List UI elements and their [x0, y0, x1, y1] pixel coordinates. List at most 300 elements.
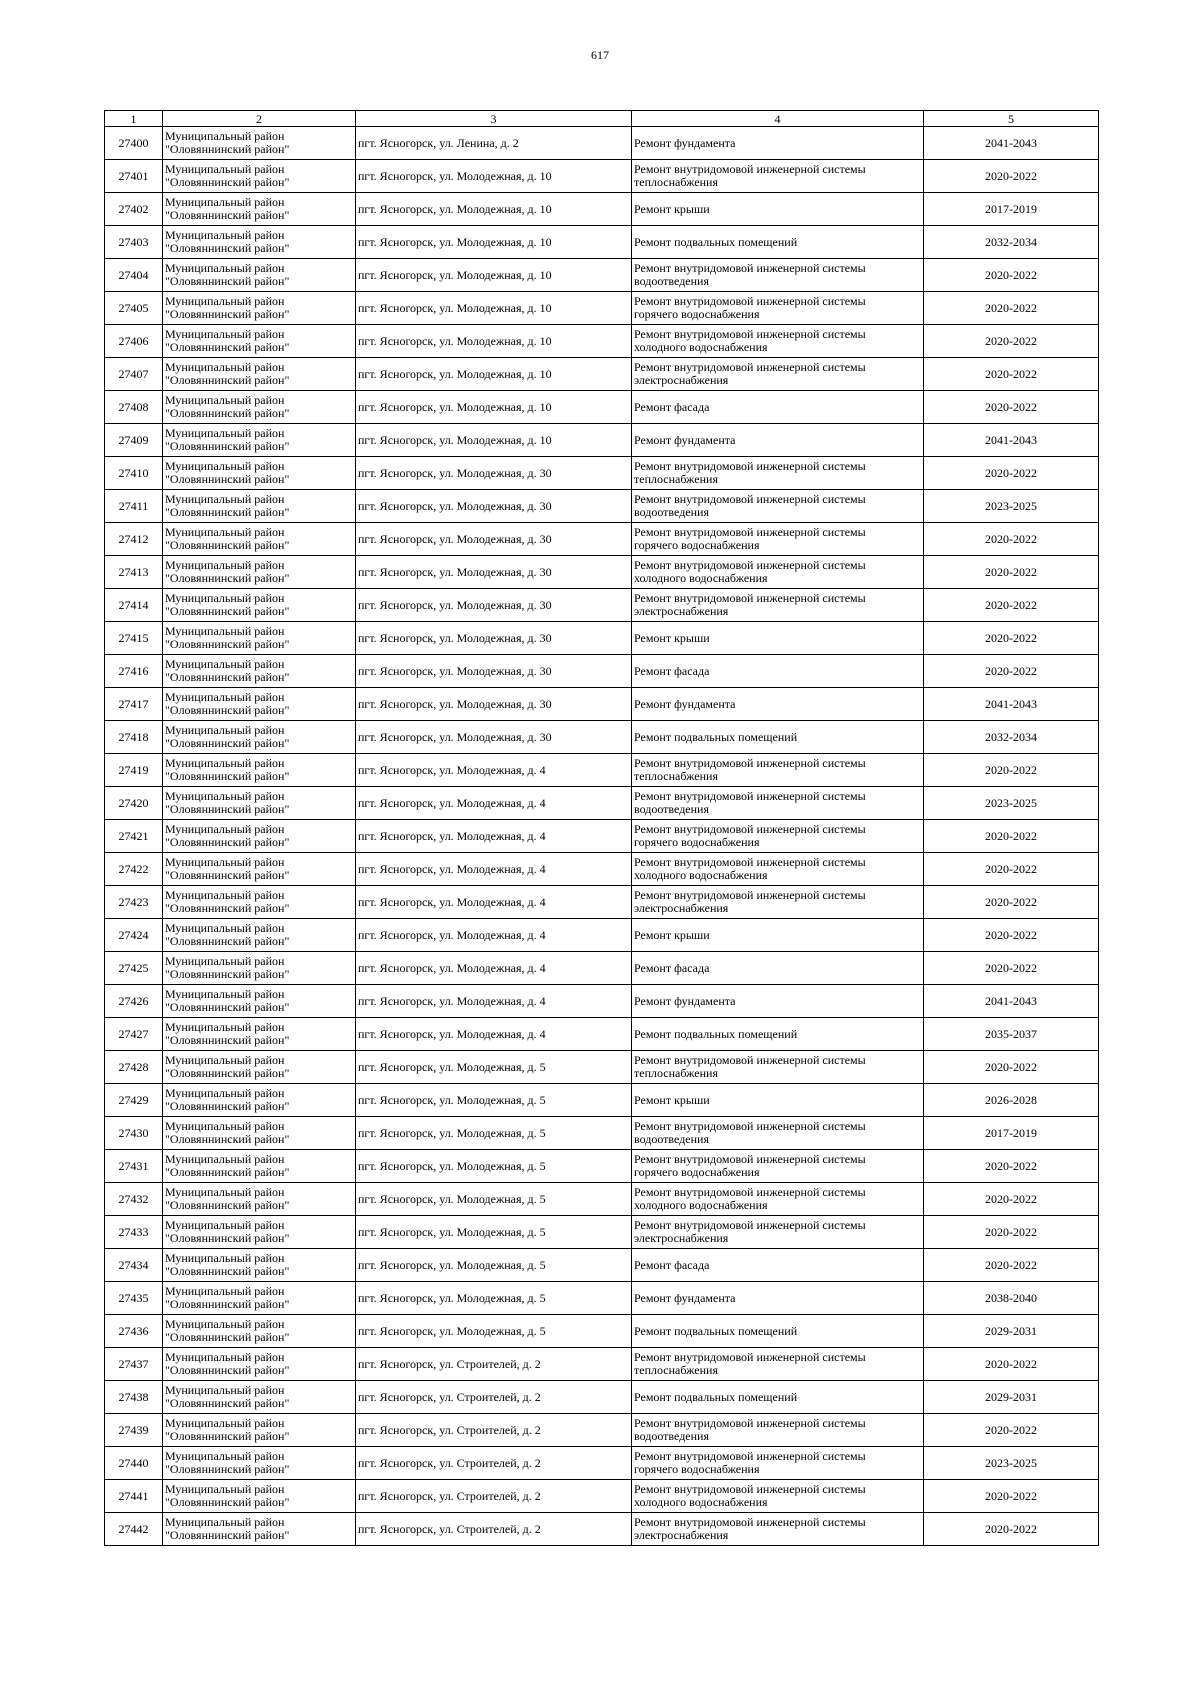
work-type-line: холодного водоснабжения — [634, 1495, 768, 1509]
address-cell: пгт. Ясногорск, ул. Молодежная, д. 10 — [356, 424, 632, 457]
row-number: 27401 — [105, 160, 163, 193]
work-type-line: электроснабжения — [634, 1231, 729, 1245]
table-row — [105, 1315, 1099, 1348]
address-cell: пгт. Ясногорск, ул. Молодежная, д. 30 — [356, 589, 632, 622]
work-type-cell — [632, 1480, 924, 1513]
municipality-line: Муниципальный район — [165, 1020, 285, 1034]
work-type-cell — [632, 952, 924, 985]
work-type-line: водоотведения — [634, 1132, 709, 1146]
municipality-cell — [163, 292, 356, 325]
municipality-cell — [163, 853, 356, 886]
work-type-line: Ремонт внутридомовой инженерной системы — [634, 162, 866, 176]
row-number: 27420 — [105, 787, 163, 820]
municipality-cell — [163, 1381, 356, 1414]
table-row — [105, 1018, 1099, 1051]
municipality-cell — [163, 1315, 356, 1348]
work-type-cell — [632, 1150, 924, 1183]
work-type-cell — [632, 1183, 924, 1216]
work-type-line: Ремонт внутридомовой инженерной системы — [634, 1416, 866, 1430]
column-header-5: 5 — [924, 111, 1099, 127]
period-cell: 2020-2022 — [924, 259, 1099, 292]
row-number: 27428 — [105, 1051, 163, 1084]
work-type-line: теплоснабжения — [634, 1066, 718, 1080]
municipality-cell — [163, 1513, 356, 1546]
municipality-cell — [163, 1117, 356, 1150]
row-number: 27417 — [105, 688, 163, 721]
municipality-cell — [163, 655, 356, 688]
municipality-line: Муниципальный район — [165, 1350, 285, 1364]
municipality-cell — [163, 589, 356, 622]
municipality-line: Муниципальный район — [165, 195, 285, 209]
work-type-line: Ремонт внутридомовой инженерной системы — [634, 294, 866, 308]
work-type-line: горячего водоснабжения — [634, 1462, 760, 1476]
period-cell: 2020-2022 — [924, 820, 1099, 853]
work-type-line: теплоснабжения — [634, 769, 718, 783]
row-number: 27429 — [105, 1084, 163, 1117]
work-type-cell — [632, 490, 924, 523]
work-type-cell — [632, 688, 924, 721]
period-cell: 2041-2043 — [924, 424, 1099, 457]
work-type-cell — [632, 1018, 924, 1051]
work-type-line: горячего водоснабжения — [634, 307, 760, 321]
work-type-cell — [632, 886, 924, 919]
address-cell: пгт. Ясногорск, ул. Молодежная, д. 5 — [356, 1150, 632, 1183]
work-type-cell — [632, 292, 924, 325]
municipality-line: "Оловяннинский район" — [165, 241, 290, 255]
municipality-cell — [163, 886, 356, 919]
municipality-line: "Оловяннинский район" — [165, 307, 290, 321]
municipality-line: Муниципальный район — [165, 327, 285, 341]
row-number: 27440 — [105, 1447, 163, 1480]
work-type-cell — [632, 391, 924, 424]
work-type-cell — [632, 1117, 924, 1150]
municipality-line: Муниципальный район — [165, 1152, 285, 1166]
period-cell: 2041-2043 — [924, 985, 1099, 1018]
period-cell: 2023-2025 — [924, 1447, 1099, 1480]
municipality-cell — [163, 1414, 356, 1447]
work-type-line: Ремонт фасада — [634, 960, 710, 975]
period-cell: 2020-2022 — [924, 655, 1099, 688]
municipality-cell — [163, 1183, 356, 1216]
row-number: 27414 — [105, 589, 163, 622]
address-cell: пгт. Ясногорск, ул. Строителей, д. 2 — [356, 1381, 632, 1414]
period-cell: 2020-2022 — [924, 1150, 1099, 1183]
work-type-cell — [632, 1249, 924, 1282]
work-type-line: водоотведения — [634, 1429, 709, 1443]
work-type-line: теплоснабжения — [634, 1363, 718, 1377]
address-cell: пгт. Ясногорск, ул. Строителей, д. 2 — [356, 1447, 632, 1480]
table-row — [105, 1480, 1099, 1513]
table-row — [105, 523, 1099, 556]
table-body — [105, 127, 1099, 1546]
municipality-cell — [163, 985, 356, 1018]
address-cell: пгт. Ясногорск, ул. Молодежная, д. 30 — [356, 655, 632, 688]
period-cell: 2020-2022 — [924, 1216, 1099, 1249]
work-type-line: Ремонт внутридомовой инженерной системы — [634, 327, 866, 341]
table-row — [105, 424, 1099, 457]
period-cell: 2020-2022 — [924, 358, 1099, 391]
work-type-cell — [632, 1447, 924, 1480]
work-type-line: водоотведения — [634, 505, 709, 519]
work-type-line: Ремонт внутридомовой инженерной системы — [634, 360, 866, 374]
work-type-line: Ремонт внутридомовой инженерной системы — [634, 525, 866, 539]
municipality-line: Муниципальный район — [165, 129, 285, 143]
municipality-line: Муниципальный район — [165, 822, 285, 836]
table-row — [105, 1447, 1099, 1480]
municipality-line: "Оловяннинский район" — [165, 604, 290, 618]
address-cell: пгт. Ясногорск, ул. Молодежная, д. 10 — [356, 259, 632, 292]
period-cell: 2020-2022 — [924, 754, 1099, 787]
municipality-line: Муниципальный район — [165, 723, 285, 737]
municipality-line: "Оловяннинский район" — [165, 406, 290, 420]
municipality-line: Муниципальный район — [165, 1416, 285, 1430]
work-type-cell — [632, 1381, 924, 1414]
work-type-line: Ремонт внутридомовой инженерной системы — [634, 1185, 866, 1199]
municipality-line: "Оловяннинский район" — [165, 1297, 290, 1311]
table-row — [105, 1414, 1099, 1447]
municipality-line: "Оловяннинский район" — [165, 373, 290, 387]
work-type-cell — [632, 160, 924, 193]
table-row — [105, 952, 1099, 985]
address-cell: пгт. Ясногорск, ул. Молодежная, д. 30 — [356, 721, 632, 754]
table-row — [105, 1150, 1099, 1183]
table-row — [105, 985, 1099, 1018]
address-cell: пгт. Ясногорск, ул. Молодежная, д. 5 — [356, 1117, 632, 1150]
municipality-line: "Оловяннинский район" — [165, 1000, 290, 1014]
municipality-line: "Оловяннинский район" — [165, 1363, 290, 1377]
period-cell: 2020-2022 — [924, 1183, 1099, 1216]
work-type-line: Ремонт внутридомовой инженерной системы — [634, 1449, 866, 1463]
work-type-line: Ремонт подвальных помещений — [634, 1323, 798, 1338]
work-type-line: водоотведения — [634, 274, 709, 288]
work-type-line: Ремонт внутридомовой инженерной системы — [634, 1152, 866, 1166]
address-cell: пгт. Ясногорск, ул. Молодежная, д. 10 — [356, 193, 632, 226]
address-cell: пгт. Ясногорск, ул. Молодежная, д. 4 — [356, 853, 632, 886]
work-type-cell — [632, 556, 924, 589]
period-cell: 2017-2019 — [924, 193, 1099, 226]
work-type-line: холодного водоснабжения — [634, 340, 768, 354]
row-number: 27434 — [105, 1249, 163, 1282]
municipality-cell — [163, 1480, 356, 1513]
work-type-line: Ремонт фасада — [634, 1257, 710, 1272]
municipality-line: "Оловяннинский район" — [165, 505, 290, 519]
address-cell: пгт. Ясногорск, ул. Молодежная, д. 30 — [356, 556, 632, 589]
address-cell: пгт. Ясногорск, ул. Молодежная, д. 10 — [356, 325, 632, 358]
municipality-line: "Оловяннинский район" — [165, 1264, 290, 1278]
work-type-line: Ремонт внутридомовой инженерной системы — [634, 1218, 866, 1232]
address-cell: пгт. Ясногорск, ул. Строителей, д. 2 — [356, 1480, 632, 1513]
work-type-line: Ремонт подвальных помещений — [634, 729, 798, 744]
table-row — [105, 358, 1099, 391]
municipality-cell — [163, 127, 356, 160]
municipality-line: Муниципальный район — [165, 459, 285, 473]
municipality-cell — [163, 820, 356, 853]
period-cell: 2032-2034 — [924, 226, 1099, 259]
municipality-cell — [163, 523, 356, 556]
row-number: 27439 — [105, 1414, 163, 1447]
address-cell: пгт. Ясногорск, ул. Молодежная, д. 5 — [356, 1282, 632, 1315]
period-cell: 2035-2037 — [924, 1018, 1099, 1051]
work-type-line: Ремонт внутридомовой инженерной системы — [634, 261, 866, 275]
row-number: 27422 — [105, 853, 163, 886]
municipality-line: "Оловяннинский район" — [165, 1330, 290, 1344]
row-number: 27418 — [105, 721, 163, 754]
row-number: 27433 — [105, 1216, 163, 1249]
work-type-line: Ремонт крыши — [634, 201, 710, 216]
municipality-cell — [163, 325, 356, 358]
work-type-line: Ремонт внутридомовой инженерной системы — [634, 1482, 866, 1496]
table-row — [105, 490, 1099, 523]
municipality-cell — [163, 1018, 356, 1051]
municipality-cell — [163, 259, 356, 292]
page-number: 617 — [591, 48, 609, 62]
period-cell: 2041-2043 — [924, 688, 1099, 721]
municipality-line: "Оловяннинский район" — [165, 1462, 290, 1476]
municipality-line: "Оловяннинский район" — [165, 340, 290, 354]
row-number: 27442 — [105, 1513, 163, 1546]
work-type-line: Ремонт фундамента — [634, 1290, 736, 1305]
municipality-cell — [163, 1249, 356, 1282]
address-cell: пгт. Ясногорск, ул. Молодежная, д. 10 — [356, 160, 632, 193]
work-type-line: Ремонт внутридомовой инженерной системы — [634, 459, 866, 473]
row-number: 27426 — [105, 985, 163, 1018]
work-type-line: Ремонт внутридомовой инженерной системы — [634, 1350, 866, 1364]
municipality-line: "Оловяннинский район" — [165, 142, 290, 156]
work-type-line: Ремонт подвальных помещений — [634, 234, 798, 249]
municipality-line: "Оловяннинский район" — [165, 1429, 290, 1443]
municipality-cell — [163, 952, 356, 985]
period-cell: 2017-2019 — [924, 1117, 1099, 1150]
work-type-line: электроснабжения — [634, 901, 729, 915]
municipality-cell — [163, 160, 356, 193]
municipality-line: Муниципальный район — [165, 1119, 285, 1133]
work-type-line: Ремонт внутридомовой инженерной системы — [634, 855, 866, 869]
period-cell: 2020-2022 — [924, 1348, 1099, 1381]
period-cell: 2020-2022 — [924, 886, 1099, 919]
municipality-line: "Оловяннинский район" — [165, 736, 290, 750]
table-row — [105, 457, 1099, 490]
municipality-line: Муниципальный район — [165, 624, 285, 638]
row-number: 27441 — [105, 1480, 163, 1513]
work-type-line: Ремонт внутридомовой инженерной системы — [634, 558, 866, 572]
municipality-line: "Оловяннинский район" — [165, 472, 290, 486]
municipality-line: Муниципальный район — [165, 756, 285, 770]
work-type-cell — [632, 1282, 924, 1315]
address-cell: пгт. Ясногорск, ул. Молодежная, д. 4 — [356, 820, 632, 853]
work-type-line: Ремонт фундамента — [634, 696, 736, 711]
work-type-line: Ремонт фасада — [634, 663, 710, 678]
address-cell: пгт. Ясногорск, ул. Молодежная, д. 5 — [356, 1051, 632, 1084]
address-cell: пгт. Ясногорск, ул. Молодежная, д. 4 — [356, 754, 632, 787]
table-row — [105, 853, 1099, 886]
column-header-1: 1 — [105, 111, 163, 127]
municipality-line: "Оловяннинский район" — [165, 1528, 290, 1542]
work-type-line: Ремонт внутридомовой инженерной системы — [634, 591, 866, 605]
work-type-cell — [632, 1513, 924, 1546]
municipality-cell — [163, 787, 356, 820]
period-cell: 2023-2025 — [924, 490, 1099, 523]
table-row — [105, 721, 1099, 754]
work-type-line: Ремонт внутридомовой инженерной системы — [634, 492, 866, 506]
work-type-cell — [632, 919, 924, 952]
repair-schedule-table — [104, 110, 1099, 1546]
municipality-line: Муниципальный район — [165, 1218, 285, 1232]
work-type-cell — [632, 127, 924, 160]
address-cell: пгт. Ясногорск, ул. Молодежная, д. 4 — [356, 1018, 632, 1051]
period-cell: 2020-2022 — [924, 292, 1099, 325]
municipality-line: Муниципальный район — [165, 162, 285, 176]
municipality-line: Муниципальный район — [165, 426, 285, 440]
row-number: 27430 — [105, 1117, 163, 1150]
row-number: 27415 — [105, 622, 163, 655]
municipality-cell — [163, 754, 356, 787]
municipality-line: "Оловяннинский район" — [165, 1165, 290, 1179]
table-header — [105, 111, 1099, 127]
municipality-line: Муниципальный район — [165, 954, 285, 968]
row-number: 27432 — [105, 1183, 163, 1216]
row-number: 27408 — [105, 391, 163, 424]
table-row — [105, 1183, 1099, 1216]
period-cell: 2032-2034 — [924, 721, 1099, 754]
address-cell: пгт. Ясногорск, ул. Молодежная, д. 4 — [356, 787, 632, 820]
work-type-cell — [632, 1051, 924, 1084]
municipality-line: "Оловяннинский район" — [165, 571, 290, 585]
municipality-line: "Оловяннинский район" — [165, 703, 290, 717]
row-number: 27438 — [105, 1381, 163, 1414]
municipality-line: Муниципальный район — [165, 228, 285, 242]
table-row — [105, 391, 1099, 424]
municipality-line: "Оловяннинский район" — [165, 868, 290, 882]
work-type-line: Ремонт фундамента — [634, 135, 736, 150]
municipality-line: "Оловяннинский район" — [165, 538, 290, 552]
municipality-line: "Оловяннинский район" — [165, 1033, 290, 1047]
work-type-line: Ремонт подвальных помещений — [634, 1389, 798, 1404]
period-cell: 2020-2022 — [924, 1249, 1099, 1282]
municipality-line: Муниципальный район — [165, 789, 285, 803]
row-number: 27436 — [105, 1315, 163, 1348]
work-type-line: Ремонт внутридомовой инженерной системы — [634, 1053, 866, 1067]
address-cell: пгт. Ясногорск, ул. Молодежная, д. 30 — [356, 622, 632, 655]
work-type-line: Ремонт внутридомовой инженерной системы — [634, 789, 866, 803]
row-number: 27411 — [105, 490, 163, 523]
address-cell: пгт. Ясногорск, ул. Молодежная, д. 5 — [356, 1183, 632, 1216]
table-row — [105, 787, 1099, 820]
table-row — [105, 127, 1099, 160]
work-type-line: Ремонт внутридомовой инженерной системы — [634, 1119, 866, 1133]
work-type-line: горячего водоснабжения — [634, 1165, 760, 1179]
municipality-line: "Оловяннинский район" — [165, 439, 290, 453]
row-number: 27435 — [105, 1282, 163, 1315]
municipality-line: Муниципальный район — [165, 1251, 285, 1265]
table-row — [105, 1051, 1099, 1084]
municipality-line: Муниципальный район — [165, 855, 285, 869]
municipality-cell — [163, 1051, 356, 1084]
municipality-line: Муниципальный район — [165, 1317, 285, 1331]
row-number: 27413 — [105, 556, 163, 589]
municipality-cell — [163, 457, 356, 490]
column-header-2: 2 — [163, 111, 356, 127]
address-cell: пгт. Ясногорск, ул. Молодежная, д. 10 — [356, 391, 632, 424]
municipality-line: "Оловяннинский район" — [165, 670, 290, 684]
row-number: 27402 — [105, 193, 163, 226]
work-type-cell — [632, 325, 924, 358]
table-row — [105, 754, 1099, 787]
municipality-line: Муниципальный район — [165, 1383, 285, 1397]
municipality-line: "Оловяннинский район" — [165, 934, 290, 948]
period-cell: 2020-2022 — [924, 391, 1099, 424]
municipality-line: Муниципальный район — [165, 558, 285, 572]
municipality-line: "Оловяннинский район" — [165, 1198, 290, 1212]
work-type-line: Ремонт подвальных помещений — [634, 1026, 798, 1041]
municipality-line: "Оловяннинский район" — [165, 637, 290, 651]
table-row — [105, 1513, 1099, 1546]
table-row — [105, 1216, 1099, 1249]
work-type-cell — [632, 754, 924, 787]
municipality-cell — [163, 391, 356, 424]
work-type-cell — [632, 1084, 924, 1117]
work-type-line: Ремонт внутридомовой инженерной системы — [634, 888, 866, 902]
table-row — [105, 655, 1099, 688]
municipality-line: Муниципальный район — [165, 1449, 285, 1463]
work-type-cell — [632, 1414, 924, 1447]
table-row — [105, 556, 1099, 589]
work-type-cell — [632, 1348, 924, 1381]
period-cell: 2023-2025 — [924, 787, 1099, 820]
municipality-cell — [163, 193, 356, 226]
work-type-line: Ремонт внутридомовой инженерной системы — [634, 756, 866, 770]
period-cell: 2029-2031 — [924, 1315, 1099, 1348]
address-cell: пгт. Ясногорск, ул. Молодежная, д. 5 — [356, 1216, 632, 1249]
period-cell: 2020-2022 — [924, 853, 1099, 886]
work-type-line: теплоснабжения — [634, 175, 718, 189]
municipality-line: "Оловяннинский район" — [165, 835, 290, 849]
period-cell: 2020-2022 — [924, 1414, 1099, 1447]
table-row — [105, 1117, 1099, 1150]
municipality-line: Муниципальный район — [165, 690, 285, 704]
work-type-line: водоотведения — [634, 802, 709, 816]
address-cell: пгт. Ясногорск, ул. Строителей, д. 2 — [356, 1513, 632, 1546]
row-number: 27400 — [105, 127, 163, 160]
address-cell: пгт. Ясногорск, ул. Молодежная, д. 30 — [356, 490, 632, 523]
municipality-cell — [163, 919, 356, 952]
work-type-line: Ремонт фасада — [634, 399, 710, 414]
address-cell: пгт. Ясногорск, ул. Строителей, д. 2 — [356, 1348, 632, 1381]
municipality-line: Муниципальный район — [165, 393, 285, 407]
row-number: 27421 — [105, 820, 163, 853]
row-number: 27406 — [105, 325, 163, 358]
row-number: 27437 — [105, 1348, 163, 1381]
municipality-line: Муниципальный район — [165, 261, 285, 275]
period-cell: 2020-2022 — [924, 1480, 1099, 1513]
address-cell: пгт. Ясногорск, ул. Молодежная, д. 30 — [356, 523, 632, 556]
address-cell: пгт. Ясногорск, ул. Молодежная, д. 4 — [356, 952, 632, 985]
municipality-cell — [163, 721, 356, 754]
table-row — [105, 1381, 1099, 1414]
municipality-line: Муниципальный район — [165, 1053, 285, 1067]
table-row — [105, 1348, 1099, 1381]
address-cell: пгт. Ясногорск, ул. Молодежная, д. 10 — [356, 292, 632, 325]
municipality-line: "Оловяннинский район" — [165, 208, 290, 222]
work-type-line: Ремонт внутридомовой инженерной системы — [634, 1515, 866, 1529]
work-type-cell — [632, 259, 924, 292]
column-header-3: 3 — [356, 111, 632, 127]
municipality-cell — [163, 1216, 356, 1249]
work-type-line: Ремонт внутридомовой инженерной системы — [634, 822, 866, 836]
header-row — [105, 111, 1099, 127]
municipality-line: "Оловяннинский район" — [165, 1396, 290, 1410]
municipality-cell — [163, 424, 356, 457]
period-cell: 2020-2022 — [924, 589, 1099, 622]
